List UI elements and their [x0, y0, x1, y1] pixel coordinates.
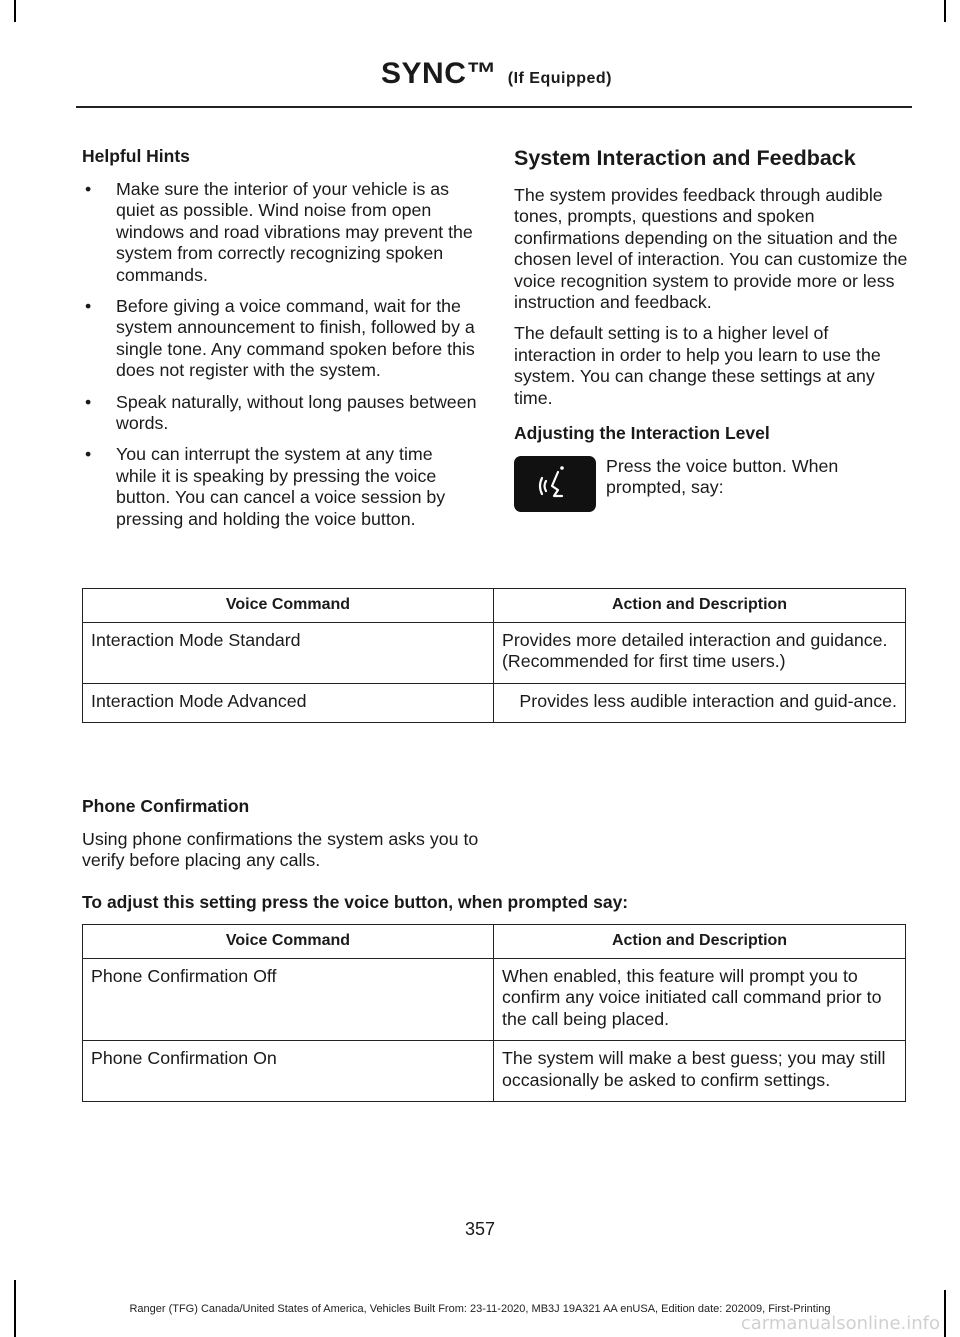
adjust-interaction-heading: Adjusting the Interaction Level: [514, 423, 770, 444]
interaction-mode-table: [82, 588, 906, 723]
table-cell: Interaction Mode Advanced: [83, 683, 494, 722]
column-header: Action and Description: [494, 925, 906, 959]
table-row: [83, 959, 906, 1041]
list-item: [82, 392, 477, 435]
list-item: [82, 179, 477, 286]
footer-text: Ranger (TFG) Canada/United States of America, Vehicles Built From: 23-11-2020, MB3J 19A321 AA enUSA, Edition date: 202009, First-Printing: [129, 1303, 831, 1315]
cell-text: Provides less audible interaction and guid-ance.: [519, 690, 897, 711]
bullet-glyph: •: [85, 296, 92, 317]
table-header-row: [83, 589, 906, 623]
list-item: [82, 296, 477, 382]
bullet-glyph: •: [85, 391, 92, 412]
table-cell: Phone Confirmation On: [83, 1041, 494, 1102]
table-cell: Interaction Mode Standard: [83, 623, 494, 684]
table-cell: [494, 683, 906, 722]
interaction-heading: System Interaction and Feedback: [514, 146, 856, 170]
page-header: [381, 57, 612, 91]
header-subtitle: (If Equipped): [507, 70, 612, 87]
table-row: [83, 683, 906, 722]
phone-confirmation-heading: Phone Confirmation: [82, 796, 250, 816]
adjust-setting-heading: To adjust this setting press the voice button, when prompted say:: [82, 892, 629, 912]
hint-text: You can interrupt the system at any time while it is speaking by pressing the voice button. You can cancel a voice session by pressing and holding the voice button.: [116, 444, 446, 529]
interaction-para-1: The system provides feedback through audible tones, prompts, questions and spoken confirmations depending on the situation and the chosen level of interaction. You can customize the voice recognition system to provide more or less instruction and feedback.: [514, 185, 908, 313]
hint-text: Make sure the interior of your vehicle is as quiet as possible. Wind noise from open windows and road vibrations may prevent the system from correctly recognizing spoken commands.: [116, 179, 473, 285]
table-cell: [494, 959, 906, 1041]
column-header: Voice Command: [83, 925, 494, 959]
phone-confirmation-para: Using phone confirmations the system asks you to verify before placing any calls.: [82, 829, 479, 871]
crop-mark-top-right: [944, 0, 946, 22]
cell-text: The system will make a best guess; you may still occasionally be asked to confirm settings.: [502, 1048, 886, 1090]
crop-mark-top-left: [14, 0, 16, 22]
hint-text: Speak naturally, without long pauses between words.: [116, 391, 477, 434]
column-header: Voice Command: [83, 589, 494, 623]
table-cell: [494, 1041, 906, 1102]
voice-button-icon: [514, 456, 596, 512]
column-header: Action and Description: [494, 589, 906, 623]
page-number: 357: [464, 1219, 496, 1239]
bullet-glyph: •: [85, 179, 92, 199]
header-divider: [76, 106, 912, 108]
table-row: [83, 623, 906, 684]
table-cell: Phone Confirmation Off: [83, 959, 494, 1041]
header-title: SYNC™: [381, 57, 497, 90]
phone-confirmation-section: [82, 796, 482, 882]
helpful-hints-heading: Helpful Hints: [82, 146, 190, 166]
helpful-hints-list: [82, 179, 477, 530]
table-row: [83, 1041, 906, 1102]
table-cell: [494, 623, 906, 684]
phone-confirmation-table: [82, 924, 906, 1102]
interaction-para-2: The default setting is to a higher level of interaction in order to help you learn to use the system. You can change these settings at any time.: [514, 323, 881, 408]
watermark: carmanualsonline.info: [740, 1313, 940, 1334]
list-item: [82, 444, 477, 530]
cell-text: Provides more detailed interaction and guidance. (Recommended for first time users.): [502, 630, 888, 672]
interaction-section: [514, 146, 909, 512]
helpful-hints-section: [82, 146, 477, 540]
table-header-row: [83, 925, 906, 959]
cell-text: When enabled, this feature will prompt you to confirm any voice initiated call command prior to the call being placed.: [502, 966, 882, 1029]
voice-instruction: [514, 456, 909, 512]
bullet-glyph: •: [85, 444, 92, 465]
hint-text: Before giving a voice command, wait for the system announcement to finish, followed by a single tone. Any command spoken before this does not register with the system.: [116, 296, 475, 381]
press-voice-text: Press the voice button. When prompted, say:: [606, 456, 839, 498]
